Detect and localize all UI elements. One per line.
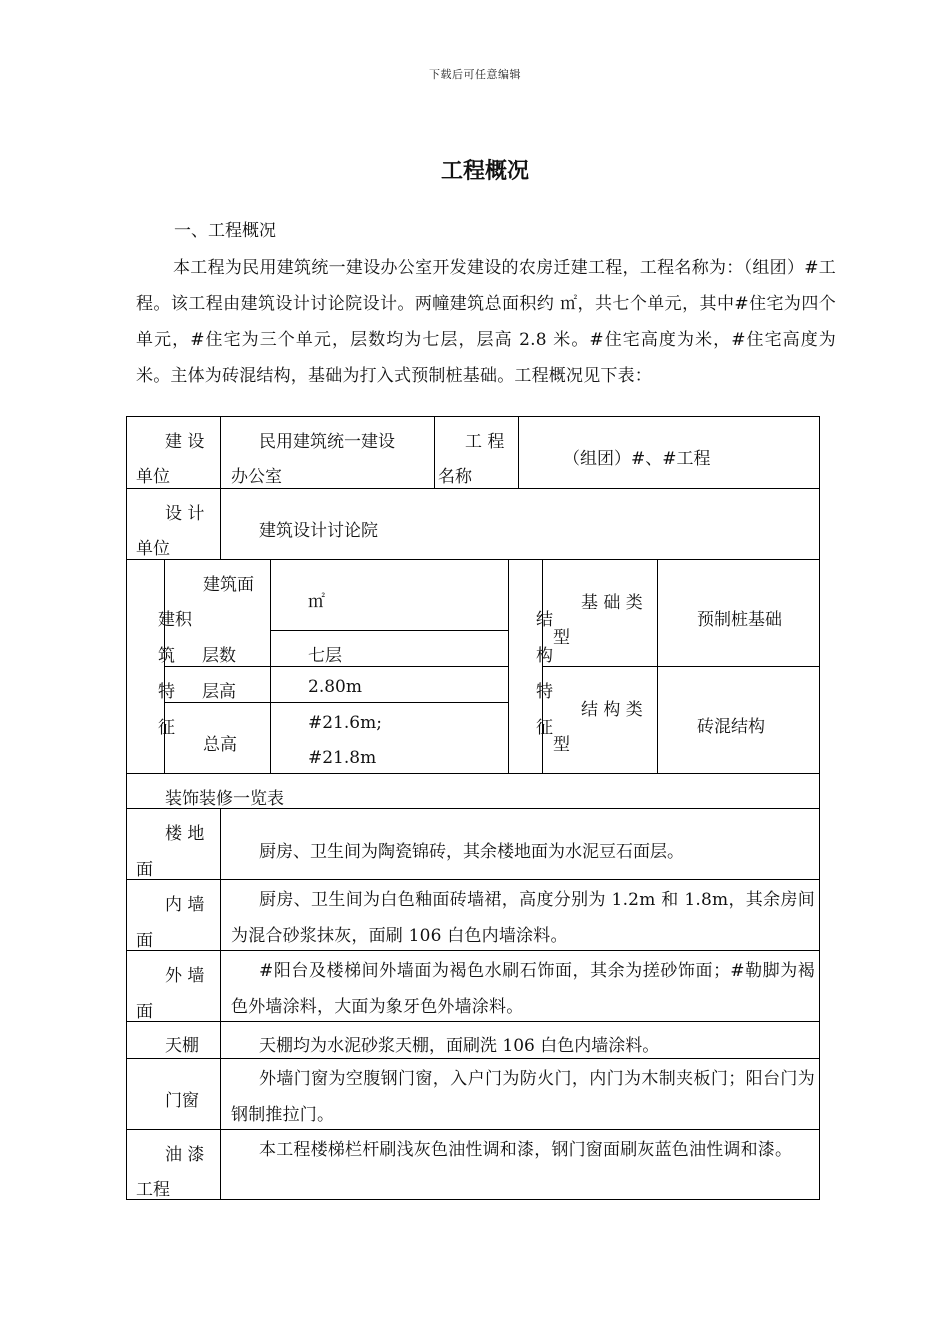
table-rule [164,666,508,667]
floor-label: 楼 地 [165,824,205,844]
arch-group-label: 筑 [158,646,175,666]
section-heading: 一、工程概况 [174,221,276,241]
floor-label: 面 [136,860,153,880]
arch-area-label: 建筑面 [203,575,254,595]
struct-group-label: 征 [536,718,553,738]
struct-group-label: 结 [536,610,553,630]
floor-value: 厨房、卫生间为陶瓷锦砖，其余楼地面为水泥豆石面层。 [259,842,684,862]
table-rule [220,417,221,559]
header-note: 下载后可任意编辑 [429,68,521,81]
foundation-label: 基 础 类 [581,593,643,613]
table-rule [127,1058,819,1059]
arch-area-label: 积 [175,610,192,630]
doors-value: 外墙门窗为空腹钢门窗，入户门为防火门，内门为木制夹板门；阳台门为钢制推拉门。 [231,1069,815,1125]
struct-group-label: 构 [536,646,553,666]
floors-value: 七层 [308,646,342,666]
structure-label: 结 构 类 [581,700,643,720]
project-overview-table [126,416,820,1200]
inner-wall-label: 内 墙 [165,895,205,915]
arch-group-label: 征 [158,718,175,738]
build-unit-label: 单位 [136,467,170,487]
floors-label: 层数 [202,646,236,666]
doors-label: 门窗 [165,1091,199,1111]
foundation-label: 型 [553,628,570,648]
arch-area-value: ㎡ [308,592,325,612]
ceiling-label: 天棚 [165,1036,199,1056]
project-name-label: 名称 [438,467,472,487]
structure-label: 型 [553,735,570,755]
design-unit-label: 单位 [136,539,170,559]
arch-group-label: 建 [158,610,175,630]
inner-wall-value: 厨房、卫生间为白色釉面砖墙裙，高度分别为 1.2m 和 1.8m，其余房间为混合砂浆抹灰，面刷 106 白色内墙涂料。 [231,890,815,946]
outer-wall-label: 外 墙 [165,966,205,986]
outer-wall-label: 面 [136,1002,153,1022]
build-unit-label: 建 设 [165,432,205,452]
page-title: 工程概况 [440,159,529,184]
table-rule [270,630,508,631]
floor-height-value: 2.80m [308,677,362,697]
structure-value: 砖混结构 [697,717,765,737]
project-name-label: 工 程 [465,432,505,452]
paint-label: 油 漆 [165,1145,205,1165]
foundation-value: 预制桩基础 [697,610,782,630]
arch-group-label: 特 [158,682,175,702]
total-height-label: 总高 [203,735,237,755]
ceiling-value: 天棚均为水泥砂浆天棚，面刷洗 106 白色内墙涂料。 [259,1036,660,1056]
total-height-value: #21.6m; [308,713,382,733]
design-unit-label: 设 计 [165,504,205,524]
table-rule [508,559,509,773]
table-rule [542,666,820,667]
struct-group-label: 特 [536,682,553,702]
table-rule [127,879,819,880]
table-rule [127,773,819,774]
paint-value: 本工程楼梯栏杆刷浅灰色油性调和漆，钢门窗面刷灰蓝色油性调和漆。 [259,1140,793,1160]
table-rule [127,488,819,489]
floor-height-label: 层高 [202,682,236,702]
table-rule [164,702,508,703]
paint-label: 工程 [136,1180,170,1200]
table-rule [220,808,221,1200]
intro-paragraph: 本工程为民用建筑统一建设办公室开发建设的农房迁建工程，工程名称为：（组团）#工程。该工程由建筑设计讨论院设计。两幢建筑总面积约 ㎡，共七个单元，其中#住宅为四个单元，#住宅为三个单元，层数均为七层，层高 2.8 米。#住宅高度为米，#住宅高度为米。主体为砖混结构，基础为打入式预制桩基础。工程概况见下表： [136,258,836,386]
table-rule [434,417,435,488]
decoration-heading: 装饰装修一览表 [165,789,284,809]
build-unit-value: 办公室 [231,467,282,487]
design-unit-value: 建筑设计讨论院 [259,521,378,541]
table-rule [518,417,519,488]
project-name-value: （组团）#、#工程 [563,449,711,469]
build-unit-value: 民用建筑统一建设 [259,432,395,452]
table-rule [127,559,819,560]
inner-wall-label: 面 [136,931,153,951]
outer-wall-value: #阳台及楼梯间外墙面为褐色水刷石饰面，其余为搓砂饰面；#勒脚为褐色外墙涂料，大面为象牙色外墙涂料。 [231,961,815,1017]
total-height-value: #21.8m [308,748,377,768]
